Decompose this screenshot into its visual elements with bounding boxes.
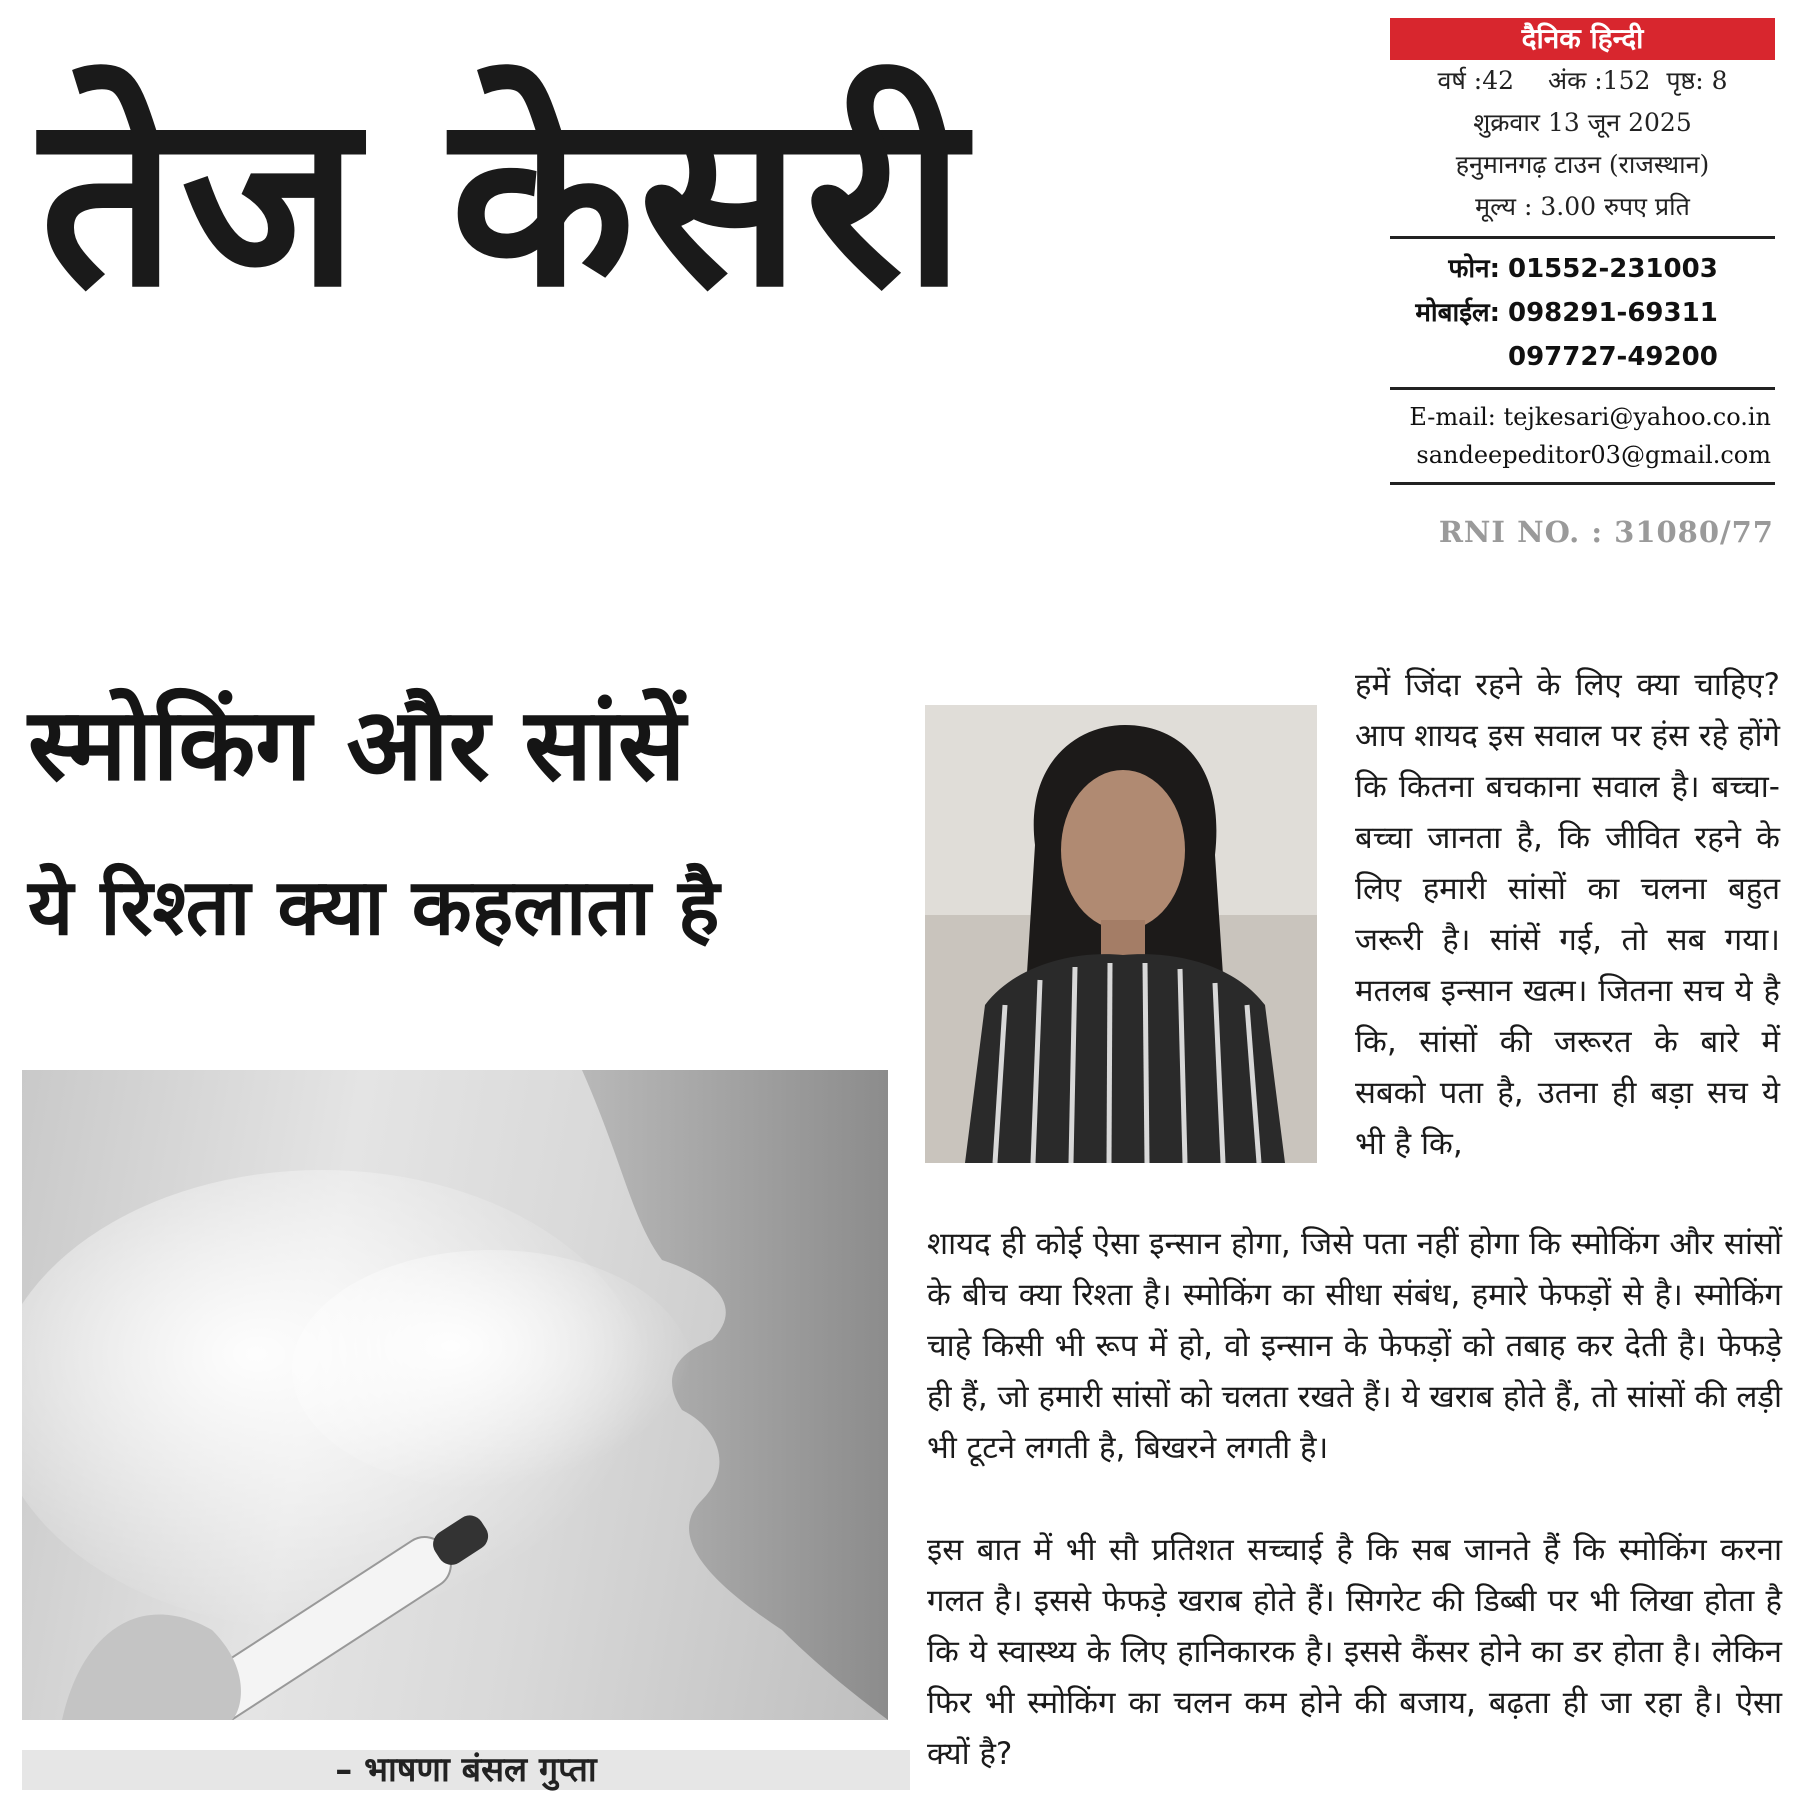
- face: [1061, 770, 1185, 930]
- rni-number: RNI NO. : 31080/77: [1438, 515, 1774, 549]
- phone-label: फोन:: [1448, 254, 1500, 284]
- article-headline: स्मोकिंग और सांसें: [28, 686, 686, 803]
- mobile-row-2: [1390, 335, 1775, 379]
- article-paragraph-1: हमें जिंदा रहने के लिए क्या चाहिए? आप शायद इस सवाल पर हंस रहे होंगे कि कितना बचकाना सवाल है। बच्चा-बच्चा जानता है, कि जीवित रहने के लिए हमारी सांसों का चलना बहुत जरूरी है। सांसें गई, तो सब गया। मतलब इन्सान खत्म। जितना सच ये है कि, सांसों की जरूरत के बारे में सबको पता है, उतना ही बड़ा सच ये भी है कि,: [1355, 667, 1780, 1162]
- article-paragraph-3: इस बात में भी सौ प्रतिशत सच्चाई है कि सब जानते हैं कि स्मोकिंग करना गलत है। इससे फेफड़े खराब होते हैं। सिगरेट की डिब्बी पर भी लिखा होता है कि ये स्वास्थ्य के लिए हानिकारक है। इससे कैंसर होने का डर होता है। लेकिन फिर भी स्मोकिंग का चलन कम होने की बजाय, बढ़ता ही जा रहा है। ऐसा क्यों है?: [927, 1532, 1782, 1772]
- issue-date: शुक्रवार 13 जून 2025: [1473, 108, 1692, 137]
- issue-location: हनुमानगढ़ टाउन (राजस्थान): [1455, 150, 1710, 179]
- issue-meta: [1390, 60, 1775, 102]
- mobile-number-2: 097727-49200: [1508, 342, 1718, 372]
- email-2: sandeepeditor03@gmail.com: [1416, 441, 1771, 469]
- phone-number: 01552-231003: [1508, 254, 1718, 284]
- smoking-illustration: [22, 1070, 888, 1720]
- issue-price: मूल्य : 3.00 रुपए प्रति: [1475, 192, 1690, 221]
- phone-row: [1390, 247, 1775, 291]
- divider: [1390, 387, 1775, 390]
- author-photo: [925, 705, 1317, 1163]
- smoke-cloud: [292, 1250, 692, 1490]
- daily-label: दैनिक हिन्दी: [1390, 18, 1775, 60]
- newspaper-title: तेज केसरी: [40, 60, 970, 340]
- divider: [1390, 236, 1775, 239]
- year-label: वर्ष :42: [1437, 66, 1515, 95]
- hand: [62, 1614, 241, 1720]
- mobile-label: मोबाईल:: [1415, 298, 1500, 328]
- article-paragraph-2: शायद ही कोई ऐसा इन्सान होगा, जिसे पता नहीं होगा कि स्मोकिंग और सांसों के बीच क्या रिश्ता है। स्मोकिंग का सीधा संबंध, हमारे फेफड़ों से है। स्मोकिंग चाहे किसी भी रूप में हो, वो इन्सान के फेफड़ों को तबाह कर देती है। फेफड़े ही हैं, जो हमारी सांसों को चलता रखते हैं। ये खराब होते हैं, तो सांसों की लड़ी भी टूटने लगती है, बिखरने लगती है।: [927, 1226, 1782, 1466]
- mobile-number-1: 098291-69311: [1508, 298, 1718, 328]
- pages-label: पृष्ठ: 8: [1666, 66, 1728, 95]
- email-1: E-mail: tejkesari@yahoo.co.in: [1409, 403, 1771, 431]
- article-byline: – भाषणा बंसल गुप्ता: [22, 1750, 910, 1790]
- article-subheadline: ये रिश्ता क्या कहलाता है: [28, 863, 720, 953]
- mobile-row: [1390, 291, 1775, 335]
- striped-shirt: [965, 954, 1285, 1163]
- masthead-info-box: [1390, 18, 1775, 493]
- divider: [1390, 482, 1775, 485]
- smoking-photo: [22, 1070, 888, 1720]
- issue-label: अंक :152: [1548, 66, 1651, 95]
- author-portrait: [925, 705, 1317, 1163]
